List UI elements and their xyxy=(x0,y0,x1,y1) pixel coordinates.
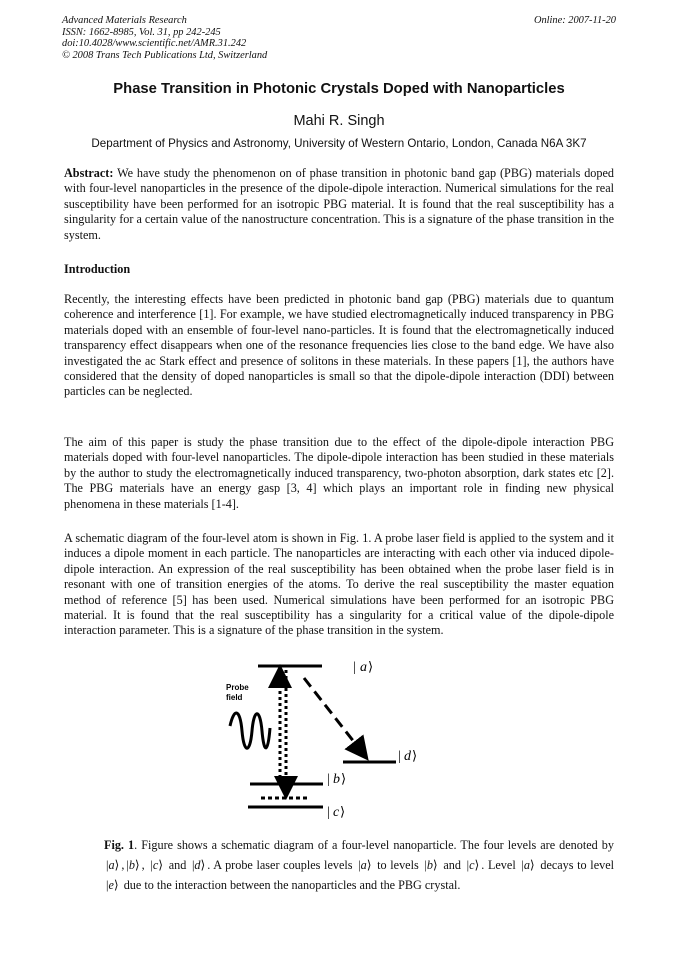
paper-title: Phase Transition in Photonic Crystals Doped with Nanoparticles xyxy=(113,81,565,97)
caption-text-1: . Figure shows a schematic diagram of a four-level nanoparticle. The four levels are denoted by xyxy=(134,838,614,852)
probe-wave-icon xyxy=(230,713,270,748)
caption-text-4: . Level xyxy=(481,858,520,872)
caption-label: Fig. 1 xyxy=(104,838,135,852)
decay-arrow xyxy=(304,678,365,756)
author-name: Mahi R. Singh xyxy=(293,113,385,129)
issn-line: ISSN: 1662-8985, Vol. 31, pp 242-245 xyxy=(62,26,221,38)
level-b-bar: | xyxy=(327,772,330,787)
publication-info xyxy=(62,15,267,61)
ket-b-2: | b ⟩ xyxy=(422,855,439,875)
online-date: Online: 2007-11-20 xyxy=(533,15,616,26)
caption-and-1: and xyxy=(165,858,190,872)
section-heading-introduction: Introduction xyxy=(64,262,131,276)
level-d-label: d xyxy=(404,749,411,764)
ket-c: | c ⟩ xyxy=(148,855,165,875)
probe-label-2: field xyxy=(226,693,243,702)
caption-sep-2: , xyxy=(141,858,149,872)
caption-text-5: decays to level xyxy=(536,858,614,872)
level-d-bar: | xyxy=(398,749,401,764)
caption-text-6: due to the interaction between the nanoparticles and the PBG crystal. xyxy=(120,878,461,892)
probe-label-1: Probe xyxy=(226,683,249,692)
caption-sep-1: , xyxy=(121,858,125,872)
paragraph-3: A schematic diagram of the four-level atom is shown in Fig. 1. A probe laser field is applied to the system and it induces a dipole moment in each particle. The nanoparticles are interacting with each other via induced dipole-dipole interaction. An expression of the real susceptibility has been obtained when the probe laser field is in resonant with one of transition energies of the atoms. To derive the real susceptibility the master equation method of reference [5] has been used. Numerical simulations have been performed for an isotropic PBG material. It is found that the real susceptibility has a singularity for a critical value of the dipole-dipole interaction parameter. This is a signature of the phase transition in the system. xyxy=(64,531,614,638)
ket-b: | b ⟩ xyxy=(124,855,141,875)
abstract-text: We have study the phenomenon on of phase transition in photonic band gap (PBG) materials doped with four-level nanoparticles in the presence of the dipole-dipole interaction. Numerical simulations for the real susceptibility have been performed for an isotropic PBG material. It is found that the real susceptibility has a singularity for a certain value of the nanostructure concentration. This is a signature of the phase transition in the system. xyxy=(64,166,614,242)
level-c-label: c xyxy=(333,805,340,820)
level-b-label: b xyxy=(333,772,340,787)
level-d-angle: ⟩ xyxy=(412,749,418,764)
ket-e: | e ⟩ xyxy=(104,875,121,895)
caption-and-2: and xyxy=(439,858,465,872)
ket-c-2: | c ⟩ xyxy=(465,855,482,875)
paragraph-2: The aim of this paper is study the phase transition due to the effect of the dipole-dipole interaction PBG materials doped with four-level nanoparticles. The dipole-dipole interaction has been studied in these materials by the author to study the electromagnetically induced transparency, two-photon absorption, dark states etc [2]. The PBG materials have an energy gasp [3, 4] which plays an important role in finding new physical phenomena in these materials [1-4]. xyxy=(64,435,614,511)
ket-d: | d ⟩ xyxy=(190,855,207,875)
paragraph-1: Recently, the interesting effects have been predicted in photonic band gap (PBG) materials due to quantum coherence and interference [1]. For example, we have studied electromagnetically induced transparency in PBG materials doped with an ensemble of four-level nano-particles. It is found that the electromagnetically induced transparency effect disappears when one of the resonance frequencies lies close to the band edge. We have also investigated the ac Stark effect and presence of solitons in these materials. In these papers [1], the authors have considered that the density of doped nanoparticles is small so that the dipole-dipole interaction (DDI) between particles can be neglected. xyxy=(64,292,614,399)
level-c-angle: ⟩ xyxy=(340,805,346,820)
level-a-angle: ⟩ xyxy=(368,660,374,675)
ket-a-2: | a ⟩ xyxy=(356,855,373,875)
level-a-label: a xyxy=(360,660,367,675)
journal-name: Advanced Materials Research xyxy=(62,15,187,26)
figure-caption xyxy=(104,835,614,895)
level-b-angle: ⟩ xyxy=(341,772,347,787)
affiliation: Department of Physics and Astronomy, University of Western Ontario, London, Canada N6A 3K7 xyxy=(91,137,587,150)
abstract-label: Abstract: xyxy=(64,166,114,180)
abstract xyxy=(64,166,614,243)
caption-text-3: to levels xyxy=(373,858,423,872)
copyright-line: © 2008 Trans Tech Publications Ltd, Switzerland xyxy=(62,49,268,61)
doi-line: doi:10.4028/www.scientific.net/AMR.31.242 xyxy=(62,38,247,50)
ket-a: | a ⟩ xyxy=(104,855,121,875)
energy-level-diagram xyxy=(210,656,430,826)
ket-a-3: | a ⟩ xyxy=(519,855,536,875)
caption-text-2: . A probe laser couples levels xyxy=(207,858,357,872)
level-c-bar: | xyxy=(327,805,330,820)
level-a-bar: | xyxy=(353,660,356,675)
